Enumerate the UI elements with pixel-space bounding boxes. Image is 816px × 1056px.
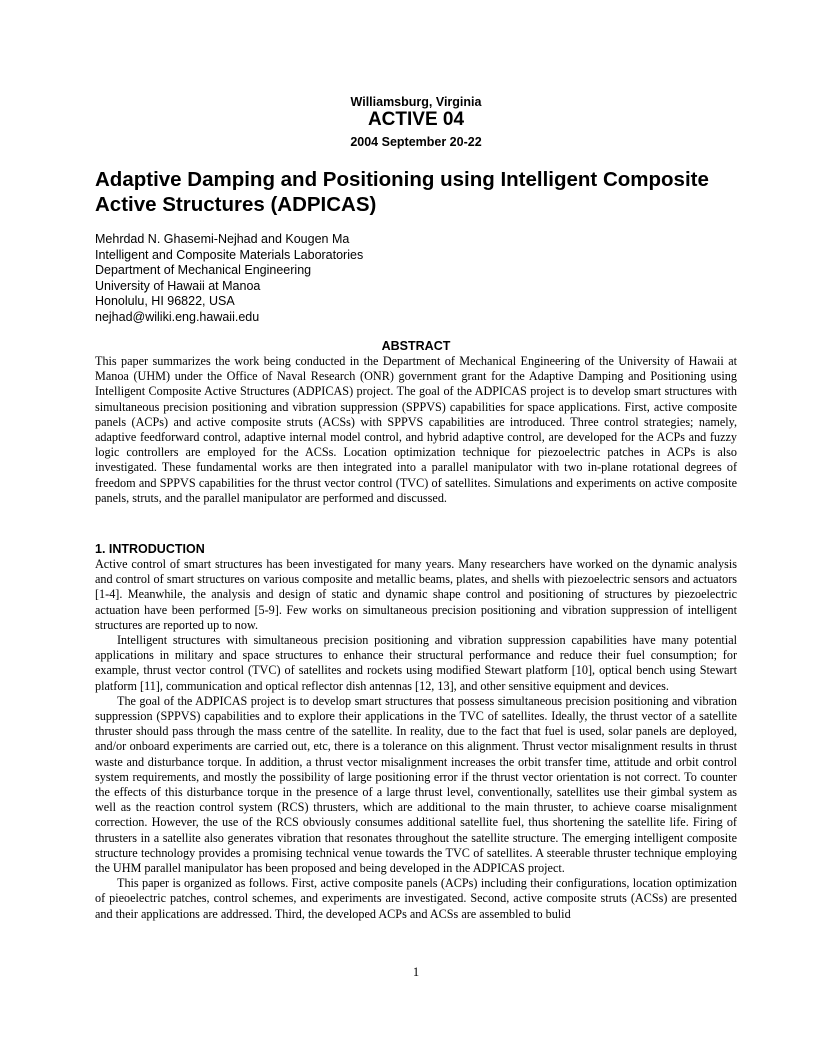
author-block (95, 232, 737, 326)
introduction-body (95, 557, 737, 922)
author-department: Department of Mechanical Engineering (95, 263, 312, 278)
intro-paragraph: This paper is organized as follows. First, active composite panels (ACPs) including their configurations, location optimization of pieoelectric patches, control schemes, and experiments are investigated. Second, active composite struts (ACSs) are presented and their applications are addressed. Third, the developed ACPs and ACSs are assembled to bulid (95, 876, 737, 921)
conference-location: Williamsburg, Virginia (350, 95, 482, 109)
intro-paragraph: Active control of smart structures has been investigated for many years. Many researchers have worked on the dynamic analysis and control of smart structures on various composite and metallic beams, plates, and shells with piezoelectric sensors and actuators [1-4]. Meanwhile, the analysis and design of static and dynamic shape control and positioning of structures by piezoelectric actuation have been performed [5-9]. Few works on simultaneous precision positioning and vibration suppression of intelligent structures are reported up to now. (95, 557, 737, 632)
section-heading-introduction: 1. INTRODUCTION (95, 542, 205, 556)
conference-dates: 2004 September 20-22 (350, 135, 482, 149)
intro-paragraph: Intelligent structures with simultaneous precision positioning and vibration suppression capabilities have many potential applications in military and space structures to enhance their structural performance and reduce their fuel consumption; for example, thrust vector control (TVC) of satellites and rockets using modified Stewart platform [10], optical bench using Stewart platform [11], communication and optical reflector dish antennas [12, 13], and other sensitive equipment and devices. (95, 633, 737, 693)
author-email: nejhad@wiliki.eng.hawaii.edu (95, 309, 260, 324)
author-university: University of Hawaii at Manoa (95, 278, 261, 293)
conference-name: ACTIVE 04 (367, 109, 465, 130)
page-number: 1 (412, 965, 420, 979)
abstract-heading: ABSTRACT (381, 339, 451, 353)
author-names: Mehrdad N. Ghasemi-Nejhad and Kougen Ma (95, 232, 350, 246)
intro-paragraph: The goal of the ADPICAS project is to develop smart structures that possess simultaneous precision positioning and vibration suppression (SPPVS) capabilities and to explore their applications in the TVC of satellites. Ideally, the thrust vector of a satellite thruster should pass through the mass centre of the satellite. In reality, due to the fact that fuel is used, solar panels are deployed, and/or onboard experiments are carried out, etc, there is a tolerance on this alignment. Thrust vector misalignment results in thrust waste and disturbance torque. In addition, a thrust vector misalignment increases the orbit transfer time, attitude and orbit control system requirements, and mostly the possibility of large positioning error if the thrust vector orientation is not correct. To counter the effects of this disturbance torque in the presence of a large thrust level, conventionally, satellites use their gimbal system as well as the reaction control system (RCS) thrusters, which are additional to the main thruster, to achieve coarse misalignment correction. However, the use of the RCS obviously consumes additional satellite fuel, thus shortening the satellite life. Firing of thrusters in a satellite also generates vibration that resonates throughout the satellite structure. The emerging intelligent composite structure technology provides a promising technical venue towards the TVC of satellites. A steerable thruster technique employing the UHM parallel manipulator has been proposed and being developed in the ADPICAS project. (95, 693, 737, 876)
paper-title: Adaptive Damping and Positioning using Intelligent Composite Active Structures (ADPICAS) (95, 168, 709, 216)
abstract-text: This paper summarizes the work being conducted in the Department of Mechanical Engineering of the University of Hawaii at Manoa (UHM) under the Office of Naval Research (ONR) government grant for the Adaptive Damping and Positioning using Intelligent Composite Active Structures (ADPICAS) project. The goal of the ADPICAS project is to develop smart structures with simultaneous precision positioning and vibration suppression (SPPVS) capabilities for space applications. First, active composite panels (ACPs) and active composite struts (ACSs) with SPPVS capabilities are introduced. Three control strategies; namely, adaptive feedforward control, adaptive internal model control, and hybrid adaptive control, are developed for the ACPs and fuzzy logic controllers are employed for the ACSs. Location optimization technique for piezoelectric patches in ACPs is also investigated. These fundamental works are then integrated into a parallel manipulator with two in-plane rotational degrees of freedom and SPPVS capabilities for the thrust vector control (TVC) of satellites. Simulations and experiments on active composite panels, struts, and the parallel manipulator are performed and discussed. (95, 354, 737, 505)
author-lab: Intelligent and Composite Materials Laboratories (95, 247, 364, 262)
author-city: Honolulu, HI 96822, USA (95, 294, 235, 309)
